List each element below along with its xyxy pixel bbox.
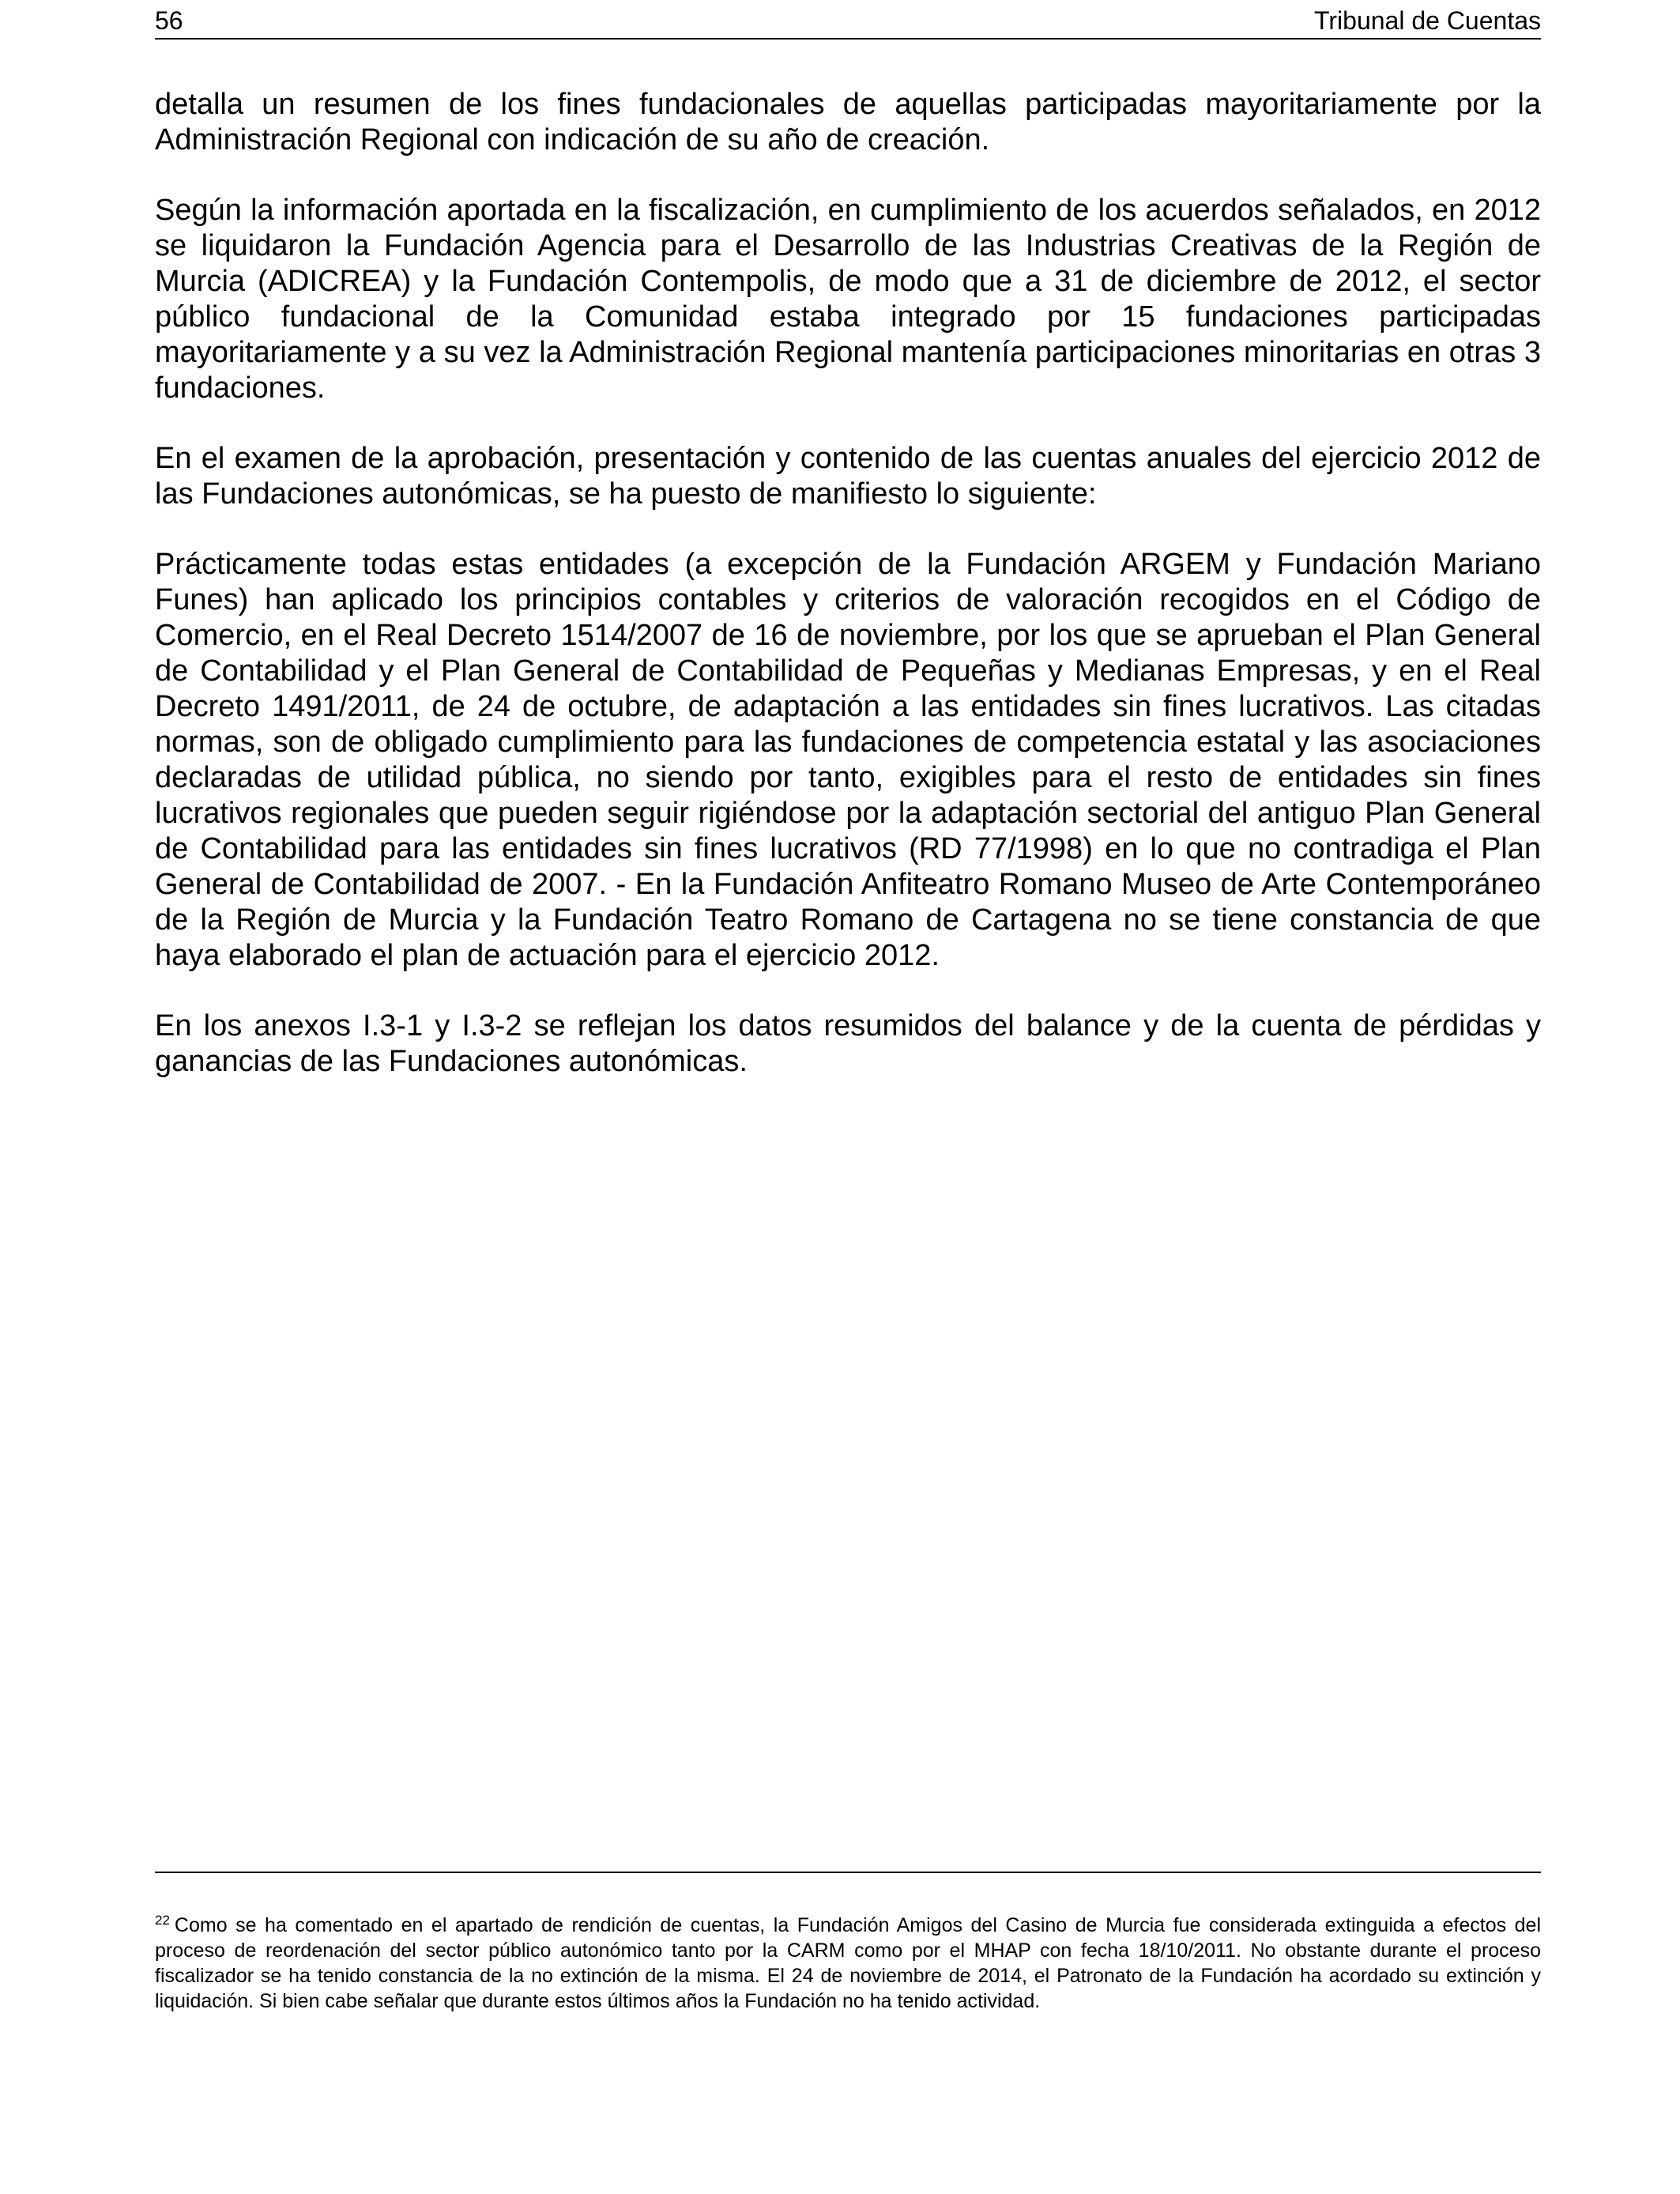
paragraph-fines-fundacionales: detalla un resumen de los fines fundacionales de aquellas participadas mayoritariamente por la Administración Regional con indicación de su año de creación. <box>155 88 1541 156</box>
page-number: 56 <box>155 6 183 35</box>
footnote-divider <box>155 1872 1541 1873</box>
paragraph-anexos: En los anexos I.3-1 y I.3-2 se reflejan los datos resumidos del balance y de la cuenta de pérdidas y ganancias de las Fundaciones autonómicas. <box>155 1009 1541 1078</box>
page-header <box>155 0 1541 40</box>
footnote-number: 22 <box>155 1912 170 1928</box>
paragraph-examen-cuentas: En el examen de la aprobación, presentación y contenido de las cuentas anuales del ejercicio 2012 de las Fundaciones autonómicas, se ha puesto de manifiesto lo siguiente: <box>155 442 1541 511</box>
footnote-text: Como se ha comentado en el apartado de rendición de cuentas, la Fundación Amigos del Casino de Murcia fue considerada extinguida a efectos del proceso de reordenación del sector público autonómico tanto por la CARM como por el MHAP con fecha 18/10/2011. No obstante durante el proceso fiscalizador se ha tenido constancia de la no extinción de la misma. El 24 de noviembre de 2014, el Patronato de la Fundación ha acordado su extinción y liquidación. Si bien cabe señalar que durante estos últimos años la Fundación no ha tenido actividad. <box>155 1914 1541 2012</box>
footnote <box>155 1913 1541 2014</box>
running-title: Tribunal de Cuentas <box>1314 6 1541 35</box>
paragraph-principios-contables: Prácticamente todas estas entidades (a excepción de la Fundación ARGEM y Fundación Mariano Funes) han aplicado los principios contables y criterios de valoración recogidos en el Código de Comercio, en el Real Decreto 1514/2007 de 16 de noviembre, por los que se aprueban el Plan General de Contabilidad y el Plan General de Contabilidad de Pequeñas y Medianas Empresas, y en el Real Decreto 1491/2011, de 24 de octubre, de adaptación a las entidades sin fines lucrativos. Las citadas normas, son de obligado cumplimiento para las fundaciones de competencia estatal y las asociaciones declaradas de utilidad pública, no siendo por tanto, exigibles para el resto de entidades sin fines lucrativos regionales que pueden seguir rigiéndose por la adaptación sectorial del antiguo Plan General de Contabilidad para las entidades sin fines lucrativos (RD 77/1998) en lo que no contradiga el Plan General de Contabilidad de 2007. - En la Fundación Anfiteatro Romano Museo de Arte Contemporáneo de la Región de Murcia y la Fundación Teatro Romano de Cartagena no se tiene constancia de que haya elaborado el plan de actuación para el ejercicio 2012. <box>155 548 1541 972</box>
body-text <box>155 87 1541 1114</box>
paragraph-liquidaciones-2012: Según la información aportada en la fiscalización, en cumplimiento de los acuerdos señalados, en 2012 se liquidaron la Fundación Agencia para el Desarrollo de las Industrias Creativas de la Región de Murcia (ADICREA) y la Fundación Contempolis, de modo que a 31 de diciembre de 2012, el sector público fundacional de la Comunidad estaba integrado por 15 fundaciones participadas mayoritariamente y a su vez la Administración Regional mantenía participaciones minoritarias en otras 3 fundaciones. <box>155 194 1541 405</box>
